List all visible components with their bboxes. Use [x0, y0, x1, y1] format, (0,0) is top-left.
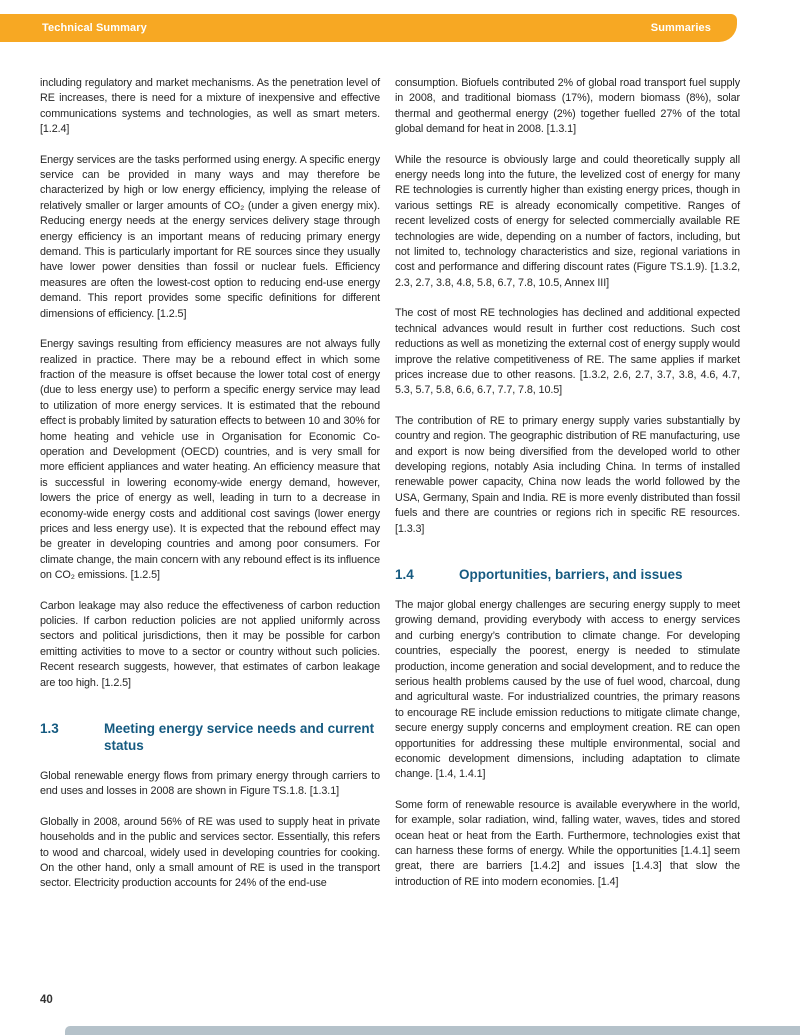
paragraph: The cost of most RE technologies has declined and additional expected technical advances would result in further cost reductions. Such cost reductions as well as monetizing the external cost of energy supply would improve the relative competitiveness of RE. The same applies if market prices increase due to other reasons. [1.3.2, 2.6, 2.7, 3.7, 3.8, 4.6, 4.7, 5.3, 5.7, 5.8, 6.6, 6.7, 7.7, 7.8, 10.5]: [395, 307, 740, 397]
paragraph: Globally in 2008, around 56% of RE was used to supply heat in private households and in the public and services sector. Essentially, this refers to wood and charcoal, widely used in developing countries for cooking. On the other hand, only a small amount of RE is used in the transport sector. Electricity production accounts for 24% of the end-use: [40, 815, 380, 890]
section-number: 1.3: [40, 721, 59, 737]
paragraph: consumption. Biofuels contributed 2% of global road transport fuel supply in 2008, and traditional biomass (17%), modern biomass (8%), solar thermal and geothermal energy (2%) together fuelled 27% of the total global demand for heat in 2008. [1.3.1]: [395, 77, 740, 136]
paragraph: Global renewable energy flows from primary energy through carriers to end uses and losses in 2008 are shown in Figure TS.1.8. [1.3.1]: [40, 770, 380, 798]
section-title: Meeting energy service needs and current status: [104, 721, 375, 754]
header-section-label: Summaries: [650, 22, 711, 34]
next-page-edge-band: [65, 1026, 800, 1035]
paragraph: The major global energy challenges are securing energy supply to meet growing demand, providing everybody with access to energy services and curbing energy’s contribution to climate change. For developing countries, especially the poorest, energy is needed to stimulate production, income generation and social development, and to reduce the serious health problems caused by the use of fuel wood, charcoal, dung and agricultural waste. For industrialized countries, the primary reasons to encourage RE include emission reductions to mitigate climate change, secure energy supply concerns and employment creation. RE can open opportunities for addressing these multiple environmental, social and economic development dimensions, including adaptation to climate change. [1.4, 1.4.1]: [395, 598, 740, 781]
header-running-title: Technical Summary: [42, 22, 147, 34]
paragraph: including regulatory and market mechanisms. As the penetration level of RE increases, there is need for a mixture of inexpensive and effective communications systems and technologies, as well as smart meters. [1.2.4]: [40, 77, 380, 136]
section-heading-1-3: [40, 720, 380, 754]
section-heading-1-4: [395, 566, 740, 583]
paragraph: Energy savings resulting from efficiency measures are not always fully realized in practice. There may be a rebound effect in which some fraction of the measure is offset because the lower total cost of energy (due to less energy use) to perform a specific energy service may lead to utilization of more energy services. It is estimated that the rebound effect is probably limited by saturation effects to between 10 and 30% for home heating and vehicle use in Organisation for Economic Co-operation and Development (OECD) countries, and is very small for more efficient appliances and water heating. An efficiency measure that is successful in lowering economy-wide energy demand, however, lowers the price of energy as well, leading in turn to a decrease in economy-wide energy costs and additional cost savings (lower energy prices and less energy use). It is expected that the rebound effect may be greater in developing countries and among poor consumers. For climate change, the main concern with any rebound effect is its influence on CO₂ emissions. [1.2.5]: [40, 338, 380, 582]
paragraph: Carbon leakage may also reduce the effectiveness of carbon reduction policies. If carbon reduction policies are not applied uniformly across sectors and political jurisdictions, then it may be possible for carbon emitting activities to move to a sector or country without such policies. Recent research suggests, however, that estimates of carbon leakage are too high. [1.2.5]: [40, 599, 380, 689]
page-number: 40: [40, 994, 53, 1006]
left-column: [40, 76, 380, 907]
paragraph: Some form of renewable resource is available everywhere in the world, for example, solar radiation, wind, falling water, waves, tides and stored ocean heat or heat from the Earth. Furthermore, technologies exist that can harness these forms of energy. While the opportunities [1.4.1] seem great, there are barriers [1.4.2] and issues [1.4.3] that slow the introduction of RE into modern economies. [1.4]: [395, 798, 740, 888]
paragraph: The contribution of RE to primary energy supply varies substantially by country and region. The geographic distribution of RE manufacturing, use and export is now being diversified from the developed world to other developing regions, notably Asia including China. In terms of installed renewable power capacity, China now leads the world followed by the USA, Germany, Spain and India. RE is more evenly distributed than fossil fuels and there are countries or regions rich in specific RE resources. [1.3.3]: [395, 414, 740, 535]
header-band: [0, 14, 737, 42]
section-title: Opportunities, barriers, and issues: [459, 566, 683, 582]
section-number: 1.4: [395, 566, 414, 582]
paragraph: While the resource is obviously large and could theoretically supply all energy needs long into the future, the levelized cost of energy for many RE technologies is currently higher than existing energy prices, though in various settings RE is already economically competitive. Ranges of recent levelized costs of energy for selected commercially available RE technologies are wide, depending on a number of factors, including, but not limited to, technology characteristics and size, regional variations in cost and performance and differing discount rates (Figure TS.1.9). [1.3.2, 2.3, 2.7, 3.8, 4.8, 5.8, 6.7, 7.8, 10.5, Annex III]: [395, 153, 740, 289]
right-column: [395, 76, 740, 905]
paragraph: Energy services are the tasks performed using energy. A specific energy service can be provided in many ways and may therefore be characterized by high or low energy efficiency, implying the release of relatively smaller or larger amounts of CO₂ (under a given energy mix). Reducing energy needs at the energy services delivery stage through energy efficiency is an important means of reducing primary energy demand. This is particularly important for RE sources since they usually have lower power densities than fossil or nuclear fuels. Efficiency measures are often the lowest-cost option to reducing end-use energy demand. This report provides some specific definitions for different dimensions of efficiency. [1.2.5]: [40, 153, 380, 320]
